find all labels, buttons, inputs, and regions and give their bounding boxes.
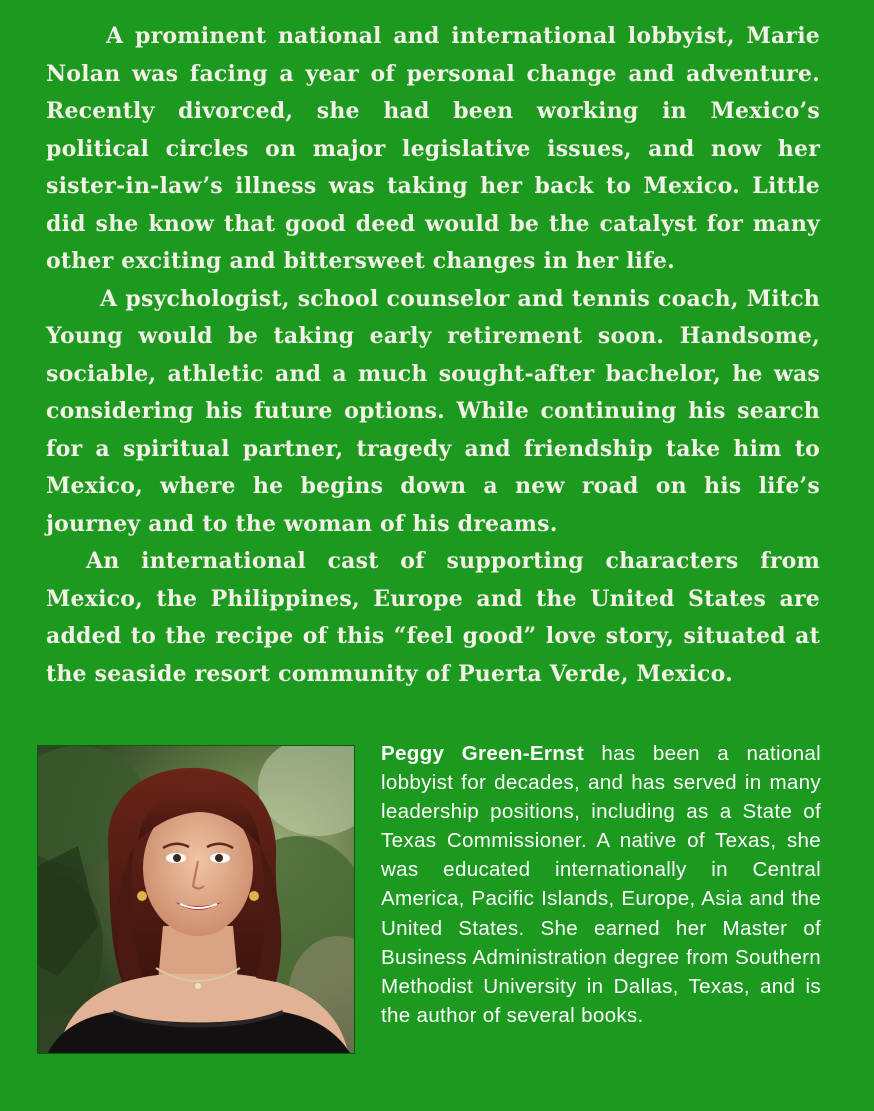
synopsis-paragraph-2: A psychologist, school counselor and tennis coach, Mitch Young would be taking early retirement soon. Handsome, sociable, athletic and a much sought-after bachelor, he was considering his future options. While continuing his search for a spiritual partner, tragedy and friendship take him to Mexico, where he begins down a new road on his life’s journey and to the woman of his dreams. <box>46 285 820 537</box>
book-synopsis <box>46 18 820 693</box>
author-name: Peggy Green-Ernst <box>381 742 585 765</box>
author-photo <box>37 745 355 1054</box>
author-bio <box>381 739 821 1030</box>
author-bio-text: has been a national lobbyist for decades, and has served in many leadership positions, including as a State of Texas Commissioner. A native of Texas, she was educated internationally in Central America, Pacific Islands, Europe, Asia and the United States. She earned her Master of Business Administration degree from Southern Methodist University in Dallas, Texas, and is the author of several books. <box>381 742 821 1027</box>
synopsis-paragraph-1: A prominent national and international lobbyist, Marie Nolan was facing a year of personal change and adventure. Recently divorced, she had been working in Mexico’s political circles on major legislative issues, and now her sister-in-law’s illness was taking her back to Mexico. Little did she know that good deed would be the catalyst for many other exciting and bittersweet changes in her life. <box>46 23 820 274</box>
synopsis-paragraph-3: An international cast of supporting characters from Mexico, the Philippines, Europe and the United States are added to the recipe of this “feel good” love story, situated at the seaside resort community of Puerta Verde, Mexico. <box>46 548 820 687</box>
